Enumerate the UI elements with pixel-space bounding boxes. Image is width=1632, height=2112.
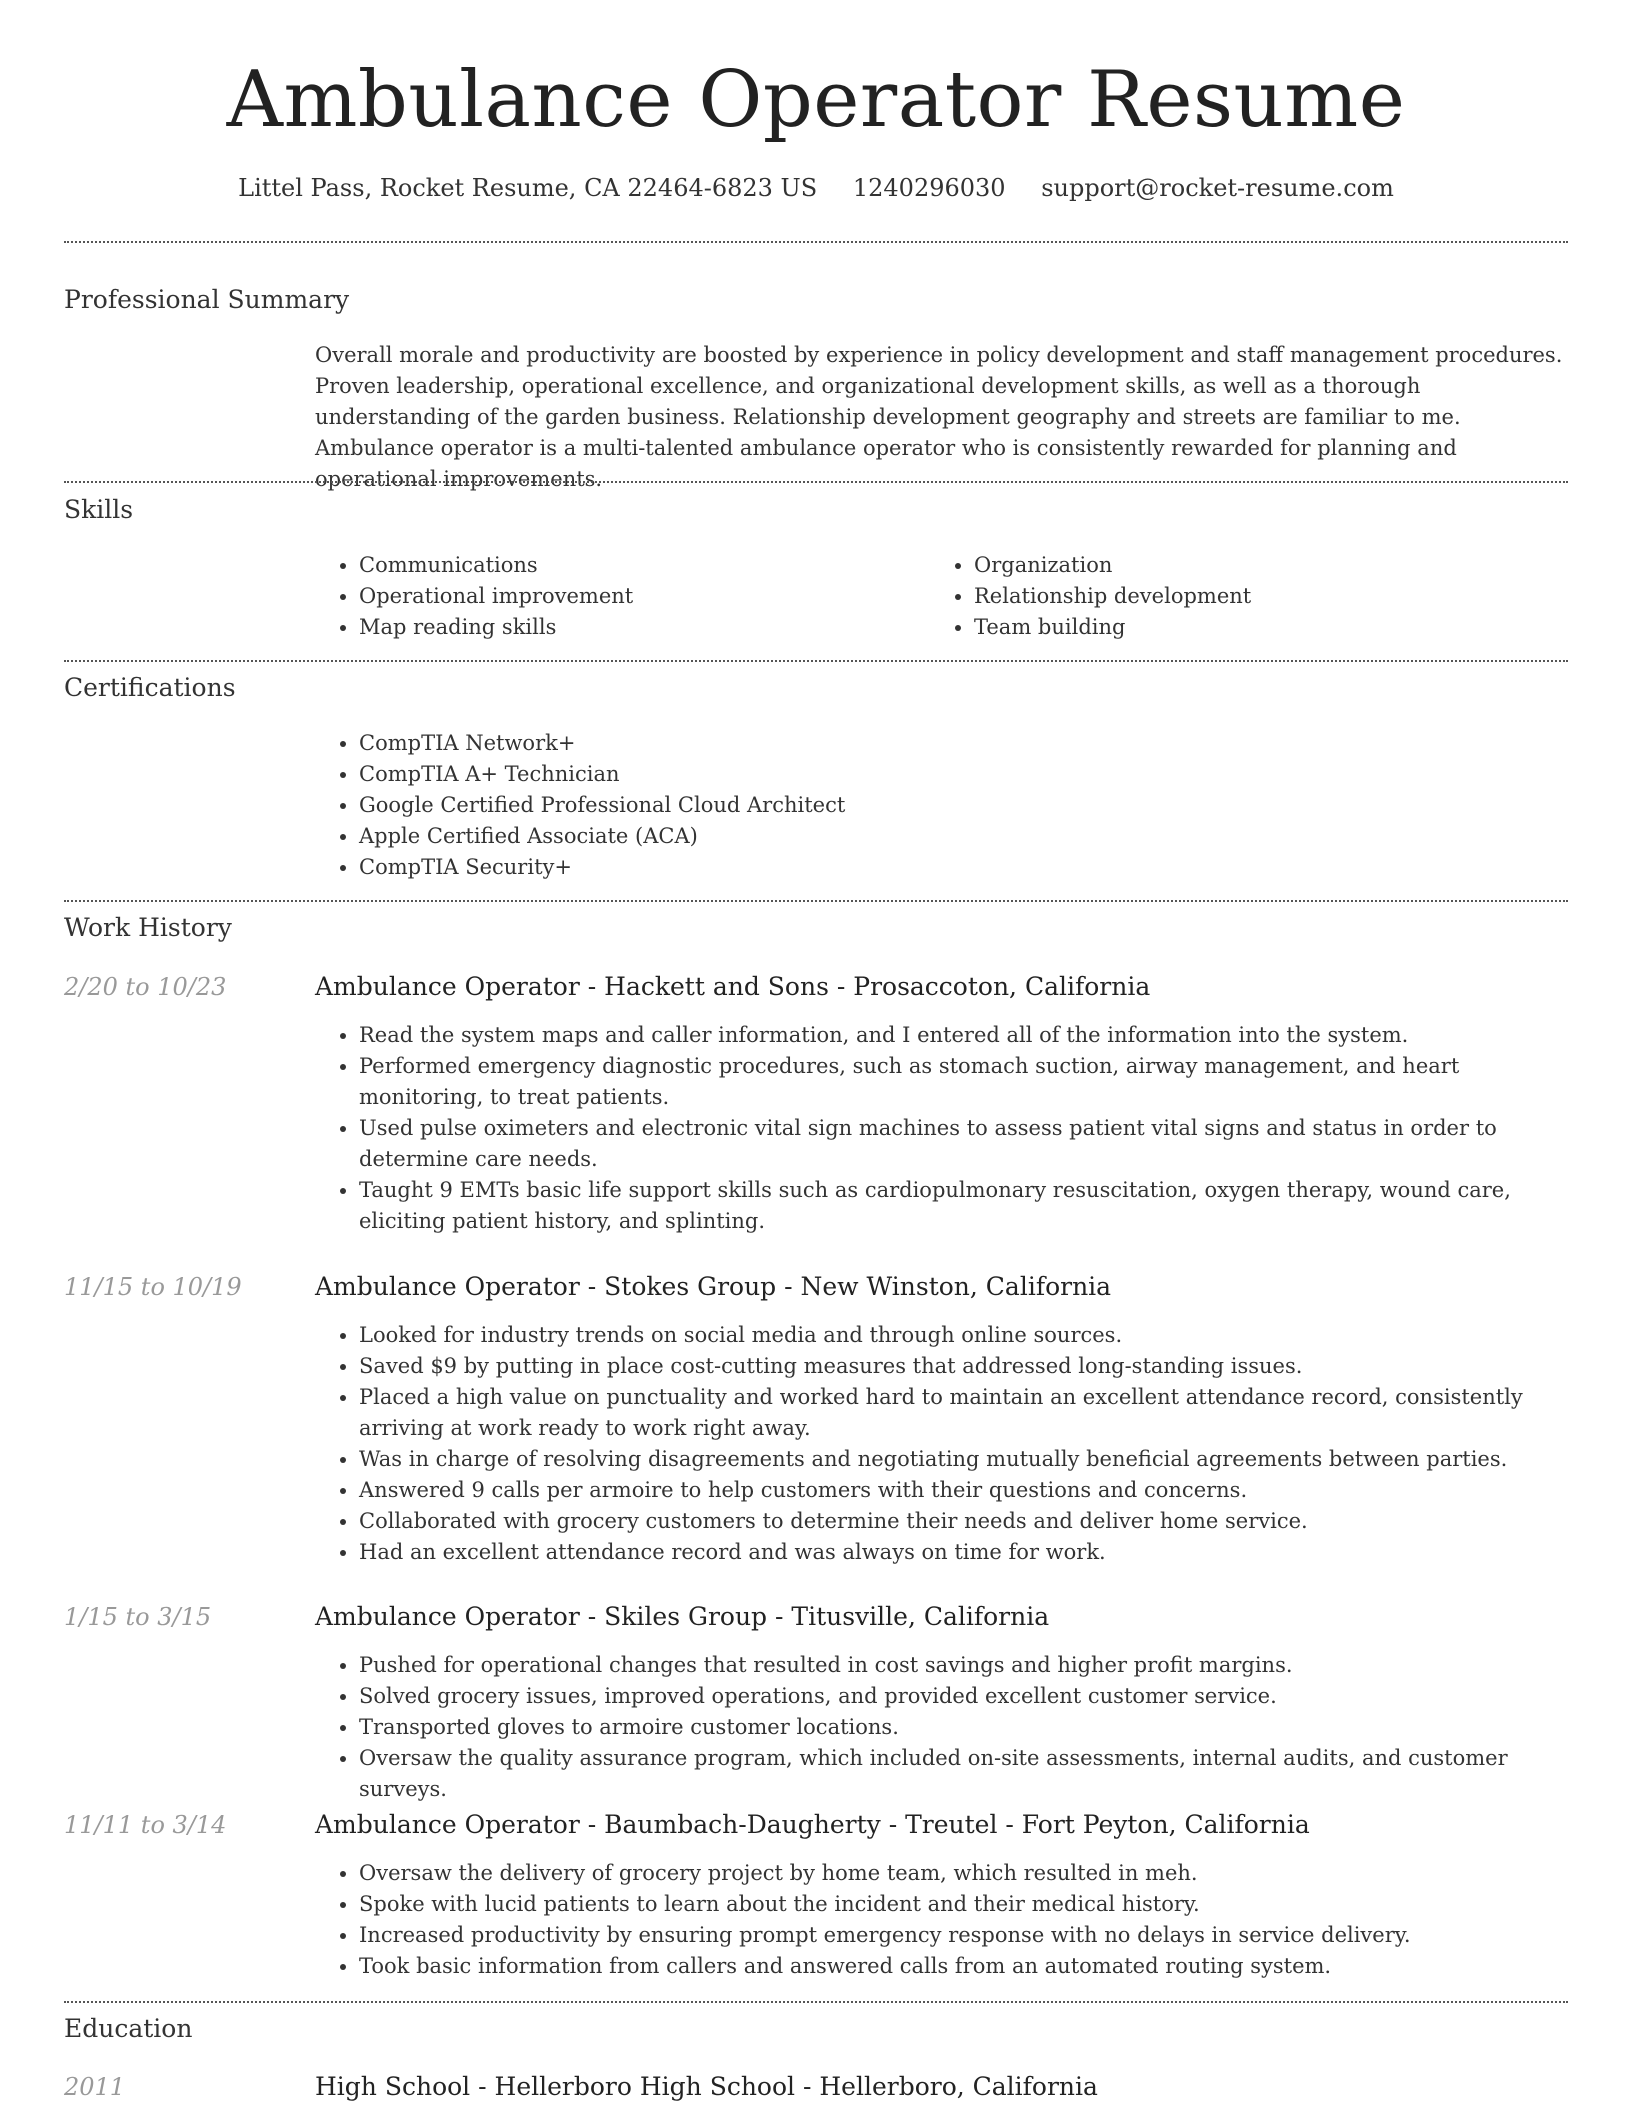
job-bullet: • Saved $9 by putting in place cost-cutting measures that addressed long-standing issues. [359, 1351, 1565, 1382]
job-bullets [315, 1858, 1565, 1982]
job-bullet: • Read the system maps and caller information, and I entered all of the information into the system. [359, 1020, 1565, 1051]
job-bullet: • Was in charge of resolving disagreements and negotiating mutually beneficial agreements between parties. [359, 1444, 1565, 1475]
skill-item: • Organization [974, 550, 1530, 581]
job-title: Ambulance Operator - Hackett and Sons - Prosaccoton, California [315, 972, 1151, 1001]
certifications-heading: Certifications [64, 673, 236, 702]
contact-phone: 1240296030 [852, 174, 1006, 202]
job-bullet: • Had an excellent attendance record and was always on time for work. [359, 1537, 1565, 1568]
summary-text: Overall morale and productivity are boosted by experience in policy development and staff management procedures. Proven leadership, operational excellence, and organizational development skills, as well as a thorough understanding of the garden business. Relationship development geography and streets are familiar to me. Ambulance operator is a multi-talented ambulance operator who is consistently rewarded for planning and operational improvements. [315, 343, 1563, 491]
job-title: Ambulance Operator - Baumbach-Daugherty - Treutel - Fort Peyton, California [315, 1810, 1310, 1839]
certifications-list [315, 728, 1565, 883]
certification-item: • CompTIA A+ Technician [359, 759, 1565, 790]
skills-left-column [315, 550, 915, 643]
section-divider [64, 241, 1568, 243]
job-title: Ambulance Operator - Stokes Group - New Winston, California [315, 1272, 1112, 1301]
certification-item: • CompTIA Security+ [359, 852, 1565, 883]
job-bullet: • Oversaw the delivery of grocery project by home team, which resulted in meh. [359, 1858, 1565, 1889]
contact-address: Littel Pass, Rocket Resume, CA 22464-6823 US [238, 174, 818, 202]
section-divider [64, 900, 1568, 902]
work-history-heading: Work History [64, 913, 232, 942]
job-bullet: • Increased productivity by ensuring prompt emergency response with no delays in service delivery. [359, 1920, 1565, 1951]
contact-line [0, 170, 1632, 206]
education-title: High School - Hellerboro High School - Hellerboro, California [315, 2072, 1098, 2101]
job-date: 1/15 to 3/15 [64, 1603, 212, 1631]
skills-heading: Skills [64, 495, 134, 524]
job-bullet: • Used pulse oximeters and electronic vital sign machines to assess patient vital signs and status in order to determine care needs. [359, 1113, 1565, 1175]
job-bullet: • Oversaw the quality assurance program, which included on-site assessments, internal audits, and customer surveys. [359, 1743, 1565, 1805]
job-date: 11/15 to 10/19 [64, 1273, 242, 1301]
job-bullet: • Took basic information from callers and answered calls from an automated routing system. [359, 1951, 1565, 1982]
section-divider [64, 481, 1568, 483]
job-bullet: • Performed emergency diagnostic procedures, such as stomach suction, airway management, and heart monitoring, to treat patients. [359, 1051, 1565, 1113]
summary-text-block [315, 340, 1565, 495]
job-bullet: • Spoke with lucid patients to learn about the incident and their medical history. [359, 1889, 1565, 1920]
job-bullet: • Pushed for operational changes that resulted in cost savings and higher profit margins. [359, 1650, 1565, 1681]
skill-item: • Operational improvement [359, 581, 915, 612]
section-divider [64, 2001, 1568, 2003]
skills-right-column [930, 550, 1530, 643]
contact-email: support@rocket-resume.com [1041, 174, 1394, 202]
education-date: 2011 [64, 2073, 126, 2101]
job-date: 11/11 to 3/14 [64, 1811, 227, 1839]
summary-heading: Professional Summary [64, 285, 350, 314]
job-bullet: • Placed a high value on punctuality and worked hard to maintain an excellent attendance record, consistently arriving at work ready to work right away. [359, 1382, 1565, 1444]
education-heading: Education [64, 2014, 193, 2043]
job-title: Ambulance Operator - Skiles Group - Titusville, California [315, 1602, 1050, 1631]
skill-item: • Team building [974, 612, 1530, 643]
job-bullet: • Looked for industry trends on social media and through online sources. [359, 1320, 1565, 1351]
skill-item: • Communications [359, 550, 915, 581]
job-bullet: • Answered 9 calls per armoire to help customers with their questions and concerns. [359, 1475, 1565, 1506]
job-bullets [315, 1320, 1565, 1568]
job-bullet: • Transported gloves to armoire customer locations. [359, 1712, 1565, 1743]
section-divider [64, 660, 1568, 662]
certification-item: • CompTIA Network+ [359, 728, 1565, 759]
job-bullet: • Collaborated with grocery customers to determine their needs and deliver home service. [359, 1506, 1565, 1537]
resume-title: Ambulance Operator Resume [226, 55, 1406, 145]
certification-item: • Apple Certified Associate (ACA) [359, 821, 1565, 852]
job-bullets [315, 1020, 1565, 1237]
skill-item: • Relationship development [974, 581, 1530, 612]
certification-item: • Google Certified Professional Cloud Architect [359, 790, 1565, 821]
job-bullets [315, 1650, 1565, 1805]
job-bullet: • Taught 9 EMTs basic life support skills such as cardiopulmonary resuscitation, oxygen therapy, wound care, eliciting patient history, and splinting. [359, 1175, 1565, 1237]
job-date: 2/20 to 10/23 [64, 973, 227, 1001]
skill-item: • Map reading skills [359, 612, 915, 643]
job-bullet: • Solved grocery issues, improved operations, and provided excellent customer service. [359, 1681, 1565, 1712]
